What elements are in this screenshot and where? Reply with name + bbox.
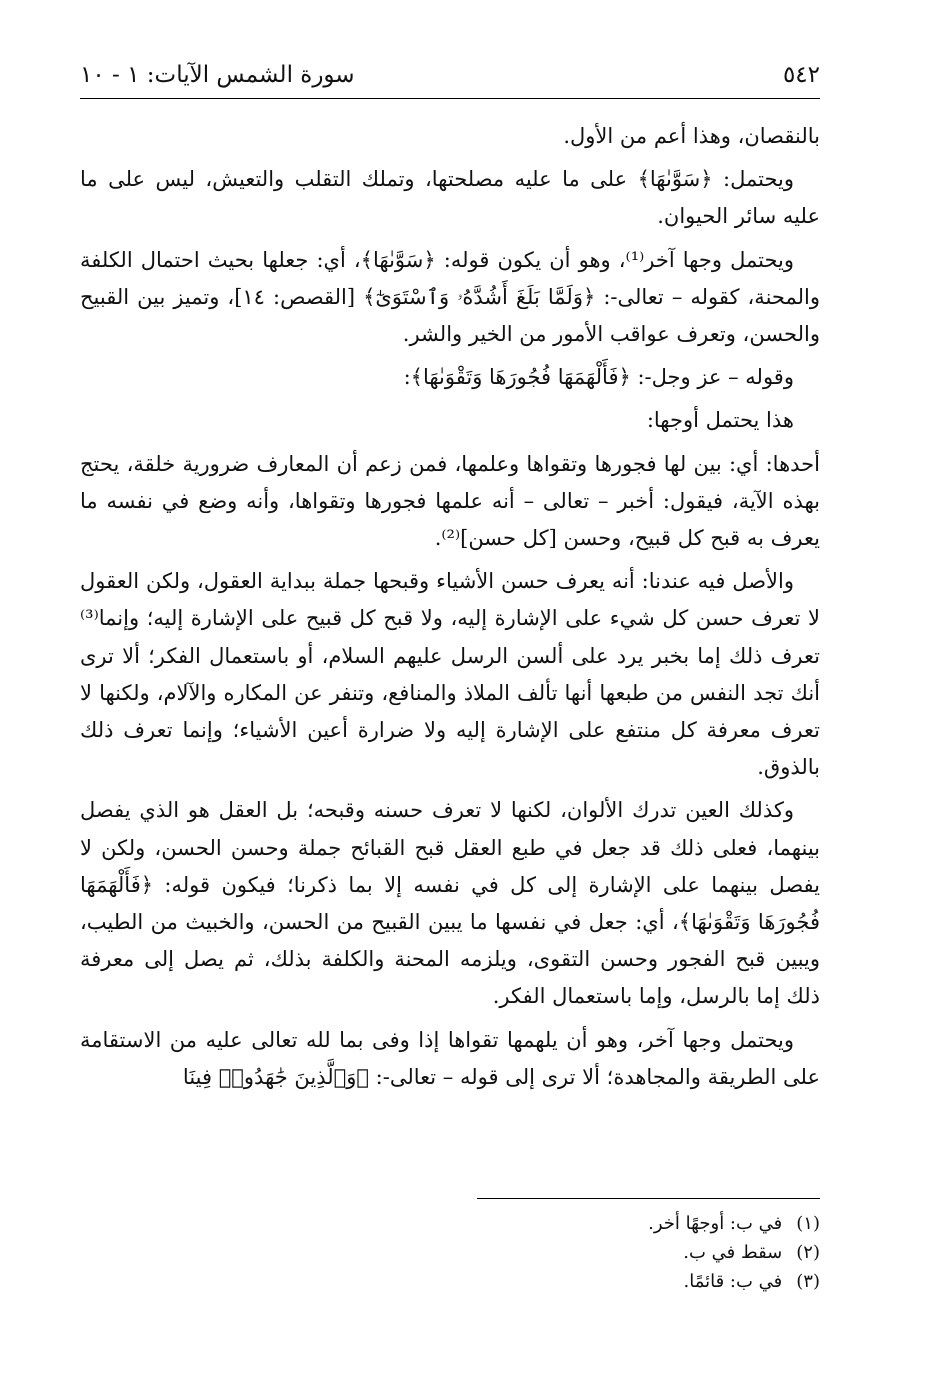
footnote-text: سقط في ب. xyxy=(683,1242,783,1263)
paragraph: هذا يحتمل أوجها: xyxy=(646,408,794,433)
page-number: ٥٤٢ xyxy=(782,62,820,88)
paragraph: والأصل فيه عندنا: أنه يعرف حسن الأشياء وقبحها جملة ببداية العقول، ولكن العقول لا تعرف حسن كل شيء على الإشارة إليه، ولا قبح كل قبيح على الإشارة إليه؛ وإنما⁽³⁾ تعرف ذلك إما بخبر يرد على ألسن الرسل عليهم السلام، أو باستعمال الفكر؛ ألا ترى أنك تجد النفس من طبعها أنها تألف الملاذ والمنافع، وتنفر عن المكاره والآلام، ولكنها لا تعرف معرفة كل منتفع على الإشارة إليه ولا ضرارة أعين الأشياء؛ وإنما تعرف ذلك بالذوق. xyxy=(80,569,820,780)
paragraph: ويحتمل وجها آخر⁽¹⁾، وهو أن يكون قوله: ﴿سَوَّىٰهَا﴾، أي: جعلها بحيث احتمال الكلفة والمحنة، كقوله – تعالى-: ﴿وَلَمَّا بَلَغَ أَشُدَّهُۥ وَٱسْتَوَىٰٓ﴾ [القصص: ١٤]، وتميز بين القبيح والحسن، وتعرف عواقب الأمور من الخير والشر. xyxy=(80,247,820,347)
footnote-number: (١) xyxy=(796,1213,820,1234)
page-header xyxy=(80,60,820,98)
footnote-item xyxy=(80,1240,820,1265)
running-title: سورة الشمس الآيات: ١ - ١٠ xyxy=(80,62,355,88)
paragraph: ويحتمل وجها آخر، وهو أن يلهمها تقواها إذا وفى بما لله تعالى عليه من الاستقامة على الطريقة والمجاهدة؛ ألا ترى إلى قوله – تعالى-: ﴿وَٱلَّذِينَ جَٰهَدُوا۟ فِينَا xyxy=(80,1027,820,1089)
footnotes xyxy=(80,1211,820,1298)
footnote-separator xyxy=(477,1198,820,1199)
footnote-item xyxy=(80,1211,820,1236)
footnote-text: في ب: أوجهًا أخر. xyxy=(648,1213,783,1234)
paragraph: وقوله – عز وجل-: ﴿فَأَلْهَمَهَا فُجُورَهَا وَتَقْوَىٰهَا﴾: xyxy=(403,365,794,390)
footnote-text: في ب: قائمًا. xyxy=(683,1271,783,1292)
paragraph: وكذلك العين تدرك الألوان، لكنها لا تعرف حسنه وقبحه؛ بل العقل هو الذي يفصل بينهما، فعلى ذلك قد جعل في طبع العقل قبح القبائح جملة وحسن الحسن، ولكن لا يفصل بينهما على الإشارة إلى كل في نفسه إلا بما ذكرنا؛ فيكون قوله: ﴿فَأَلْهَمَهَا فُجُورَهَا وَتَقْوَىٰهَا﴾، أي: جعل في نفسها ما يبين القبيح من الحسن، والخبيث من الطيب، ويبين قبح الفجور وحسن التقوى، ويلزمه المحنة والكلفة بذلك، ثم يصل إلى معرفة ذلك إما بالرسل، وإما باستعمال الفكر. xyxy=(80,798,820,1009)
footnote-number: (٢) xyxy=(796,1242,820,1263)
footnote-number: (٣) xyxy=(796,1271,820,1292)
paragraph: أحدها: أي: بين لها فجورها وتقواها وعلمها، فمن زعم أن المعارف ضرورية خلقة، يحتج بهذه الآية، فيقول: أخبر – تعالى – أنه علمها فجورها وتقواها، وأنه وضع في نفسه ما يعرف به قبح كل قبيح، وحسن [كل حسن]⁽²⁾. xyxy=(80,451,820,551)
header-rule xyxy=(80,98,820,99)
main-text xyxy=(80,118,820,1102)
paragraph: بالنقصان، وهذا أعم من الأول. xyxy=(563,124,820,148)
footnote-item xyxy=(80,1269,820,1294)
paragraph: ويحتمل: ﴿سَوَّىٰهَا﴾ على ما عليه مصلحتها، وتملك التقلب والتعيش، ليس على ما عليه سائر الحيوان. xyxy=(80,167,820,229)
